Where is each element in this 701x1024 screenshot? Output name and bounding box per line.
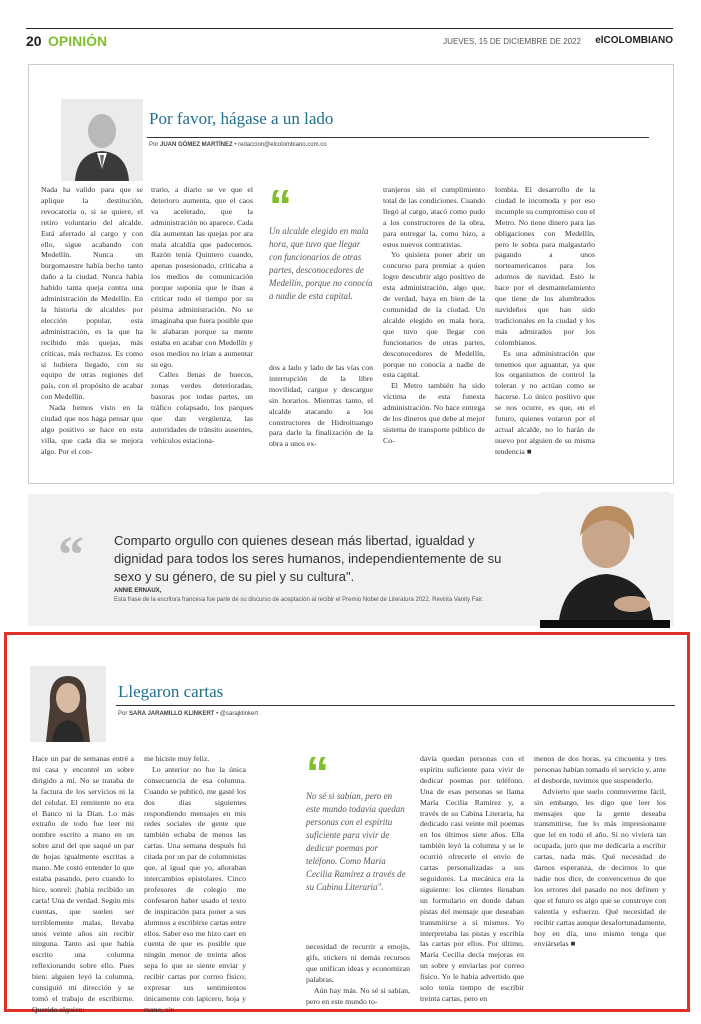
quote-mark-icon: “ bbox=[269, 180, 292, 232]
text-column-3 bbox=[306, 942, 410, 1006]
author-portrait-icon bbox=[30, 666, 106, 742]
text-column-2 bbox=[144, 754, 246, 1014]
page-number: 20 bbox=[26, 33, 42, 49]
author-email: • redaccion@elcolombiano.com.co bbox=[234, 142, 327, 148]
page-header bbox=[26, 28, 673, 50]
byline-prefix: Por bbox=[149, 142, 159, 148]
pull-quote: No sé si sabían, pero en este mundo todavía quedan personas con el espíritu suficiente para vivir de dedicar poemas por teléfono. Como María Cecilia Ramírez a través de su Cabina Literaria". bbox=[306, 791, 406, 892]
paragraph: me hiciste muy feliz. bbox=[144, 754, 210, 763]
byline-prefix: Por bbox=[118, 711, 128, 717]
text-column-5 bbox=[495, 185, 595, 477]
title-rule bbox=[147, 137, 649, 138]
byline bbox=[118, 711, 258, 717]
text-column-1 bbox=[41, 185, 143, 477]
article-title: Por favor, hágase a un lado bbox=[149, 109, 334, 128]
paragraph: davía quedan personas con el espíritu suficiente para vivir de dedicar poemas por teléfono. Una de esas personas se llama María Cecilia Ramírez y, a través de su Cabina Literaria, ha dedicado casi veinte mil poemas en los últimos siete años. Ella también leyó la columna y se le ocurrió ofrecerle el envío de cartas personalizadas a sus seguidores. La mecánica era la siguiente: los clientes llenaban un formulario en donde daban pistas del mensaje que deseaban transmitirse a sí mismos. Yo interpretaba las pistas y escribía las cartas por ellos. Por último, María Cecilia decía mejoras en un sobre y enviarlas por correo físico. Yo le había advertido que solo tenía tiempo de escribir treinta cartas, pero en bbox=[420, 754, 524, 1003]
featured-quote-author: ANNIE ERNAUX, bbox=[114, 588, 162, 594]
author-portrait-icon bbox=[540, 492, 670, 628]
masthead-logo: elCOLOMBIANO bbox=[595, 35, 673, 46]
title-rule bbox=[116, 705, 675, 706]
paragraph: dos a lado y lado de las vías con interrupción de la libre movilidad, cargue y descargue sin horarios. Mientras tanto, el alcalde atacando a los constructores de Hidroituango para darle la finalización de la obra a unos ex- bbox=[269, 363, 373, 449]
byline bbox=[149, 142, 327, 148]
paragraph: Nada hemos visto en la ciudad que nos haga pensar que algo positivo se hace en esta villa, que cada día se mejora algo. Por el con- bbox=[41, 403, 143, 456]
paragraph: trario, a diario se ve que el deterioro aumenta, que el caos va acelerado, que la administración no aparece. Cada día aumentan las quejas por ara mala alcaldía que padecemos. Razón tenía Quintero cuando, apenas posesionado, criticaba a los medios de comunicación porque suponía que le iban a criticar todo el tiempo por su pésima administración. No se imaginaba que fuera posible que le alabaran porque sa mente estaba en acabar con Medellín y esos medios no irían a aumentar su ego. bbox=[151, 185, 253, 369]
paragraph: Lo anterior no fue la única consecuencia de esa columna. Cuando se publicó, me gasté los dos días siguientes respondiendo mensajes en mis redes sociales de gente que también echaba de menos las cartas. Una semana después fui citada por un par de columnistas que, al igual que yo, añoraban intercambios epistolares. Cinco profesores de colegio me confesaron haber usado el texto de inspiración para poner a sus alumnos a escribirse cartas entre ellos. Saber eso me hizo caer en cuenta de que es posible que ningún menor de treinta años sepa lo que se siente enviar y recibir cartas por correo físico; expresar sus sentimientos únicamente con lapicero, hoja y mano, sin bbox=[144, 764, 246, 1014]
article-title: Llegaron cartas bbox=[118, 682, 224, 701]
author-handle: • @sarajklinkert bbox=[216, 711, 259, 717]
featured-quote-description: Esta frase de la escritora francesa fue parte de su discurso de aceptación al recibir el Premio Nobel de Literatura 2022. Revista Vanity Fair. bbox=[114, 597, 484, 603]
paragraph: Advierto que suelo conmoverme fácil, sin embargo, les digo que leer los mensajes que la gente deseaba transmitirse, fue lo más impresionante que leí en todo el año. Si no viviera tan ocupada, juro que me dedicaría a escribir cartas, nada más. Qué necesidad de darnos esperanza, de decirnos lo que nadie nos dice, de convencernos de que los errores del pasado no nos definen y que el futuro es algo que se construye con valentía y esfuerzo. Qué necesidad de recibir cartas aunque desafortunadamente, hoy en día, uno mismo tenga que enviárselas ■ bbox=[534, 786, 666, 949]
paragraph: menos de dos horas, ya cincuenta y tres personas habían tomado el servicio y, ante el desborde, tuvimos que suspenderlo. bbox=[534, 754, 666, 785]
author-name: JUAN GÓMEZ MARTÍNEZ bbox=[160, 142, 233, 148]
author-name: SARA JARAMILLO KLINKERT bbox=[129, 711, 215, 717]
text-column-5 bbox=[534, 754, 666, 1006]
text-column-2 bbox=[151, 185, 253, 477]
section-label: OPINIÓN bbox=[48, 33, 108, 49]
text-column-4 bbox=[420, 754, 524, 1006]
text-column-4 bbox=[383, 185, 485, 477]
author-portrait-icon bbox=[61, 99, 143, 181]
paragraph: El Metro también ha sido víctima de esta funesta administración. No hace entrega de los dineros que debe al mejor sistema de transporte público de Co- bbox=[383, 381, 485, 445]
text-column-1 bbox=[32, 754, 134, 1014]
paragraph: necesidad de recurrir a emojis, gifs, stickers ni demás recursos que unifican ideas y economizan palabras. bbox=[306, 942, 410, 984]
text-column-3 bbox=[269, 363, 373, 477]
paragraph: Calles llenas de huecos, zonas verdes deterioradas, basuras por todas partes, un tráfico colapsado, los parques que dan vergüenza, las autoridades de tránsito ausentes, vehículos estaciona- bbox=[151, 370, 253, 445]
paragraph: Aún hay más. No sé si sabían, pero en este mundo to- bbox=[306, 985, 410, 1006]
paragraph: Es una administración que tenemos que aguantar, ya que los organismos de control la toleran y no actúan como se hacerse. Lo único positivo que se nos ocurre, es que, en el futuro, quienes votaron por el actual alcalde, no lo harán de nuevo por alguien de su misma tendencia ■ bbox=[495, 348, 595, 456]
paragraph: lombia. El desarrollo de la ciudad le incomoda y por eso incumple su compromiso con el Metro. No tiene dinero para las obligaciones con Medellín, pero le sobra para malgastarlo pagando a unos norteamericanos para los adornos de navidad. Esto le hace por el desmantelamiento que tiene de los alumbrados navideños que han sido tradicionales en la ciudad y los más admirados por los colombianos. bbox=[495, 185, 595, 347]
author-photo bbox=[61, 99, 143, 181]
issue-date: JUEVES, 15 DE DICIEMBRE DE 2022 bbox=[443, 37, 581, 46]
paragraph: Yo quisiera poner abrir un concurso para premiar a quien logre descubrir algo positivo de esta administración, algo que, de verdad, haya en bien de la comunidad de la ciudad. Un alcalde elegido en mala hora, que tuvo que llegar con funcionarios de otras partes, desconocedores de Medellín, porque no conocía a nadie de esta capital. bbox=[383, 250, 485, 380]
article-card bbox=[28, 64, 674, 484]
pull-quote: Un alcalde elegido en mala hora, que tuvo que llegar con funcionarios de otras partes, desconocedores de Medellín, porque no conocía a nadie de esta capital. bbox=[269, 226, 373, 301]
paragraph: Hace un par de semanas entré a mi casa y encontré un sobre dirigido a mí. No se trataba de la factura de los servicios ni la del celular. El remitente no era el Banco ni la Dian. Lo más extraño de todo fue leer mi nombre escrito a mano en un sobre azul del que saqué un par de hojas igualmente escritas a mano. Me costó entender lo que estaba pasando, pero cuando lo hice, sonreí: ¡había recibido un carta! Una de verdad. Según mis cuentas, que suelen ser terriblemente malas, llevaba unos veinte años sin recibir ninguna. Tanto así que había escrito una columna reflexionando sobre ello. Pues bien: alguien leyó la columna, consiguió mi dirección y se tomó el trabajo de escribirme. Querido alguien: bbox=[32, 754, 134, 1014]
quote-mark-icon: “ bbox=[58, 527, 84, 584]
author-photo bbox=[30, 666, 106, 742]
paragraph: Nada ha valido para que se aplique la destitución, revocatoria o, si se quiere, el retiro voluntario del alcalde. Está aferrado al cargo y con ello, sigue acabando con Medellín. Nunca un burgomaestre había hecho tanto daño a la ciudad. Nunca había habido tanta queja contra una administración de Medellín. En la historia de alcaldes por elección popular, esta administración, es la que ha recibido más quejas, más críticas, más rechazos. Es como si hubiera llegado, con su equipo de otras regiones del país, con el propósito de acabar con Medellín. bbox=[41, 185, 143, 402]
featured-quote-text: Comparto orgullo con quienes desean más libertad, igualdad y dignidad para todos los seres humanos, independientemente de su sexo y su género, de su piel y su cultura". bbox=[114, 533, 502, 584]
quote-mark-icon: “ bbox=[306, 747, 329, 799]
featured-quote-box bbox=[28, 494, 674, 626]
paragraph: tranjeros sin el cumplimiento total de las condiciones. Cuando llegó al cargo, atacó como pudo a los constructores de la obra, para entregar la, como hizo, a estos nuevos contratistas. bbox=[383, 185, 485, 249]
